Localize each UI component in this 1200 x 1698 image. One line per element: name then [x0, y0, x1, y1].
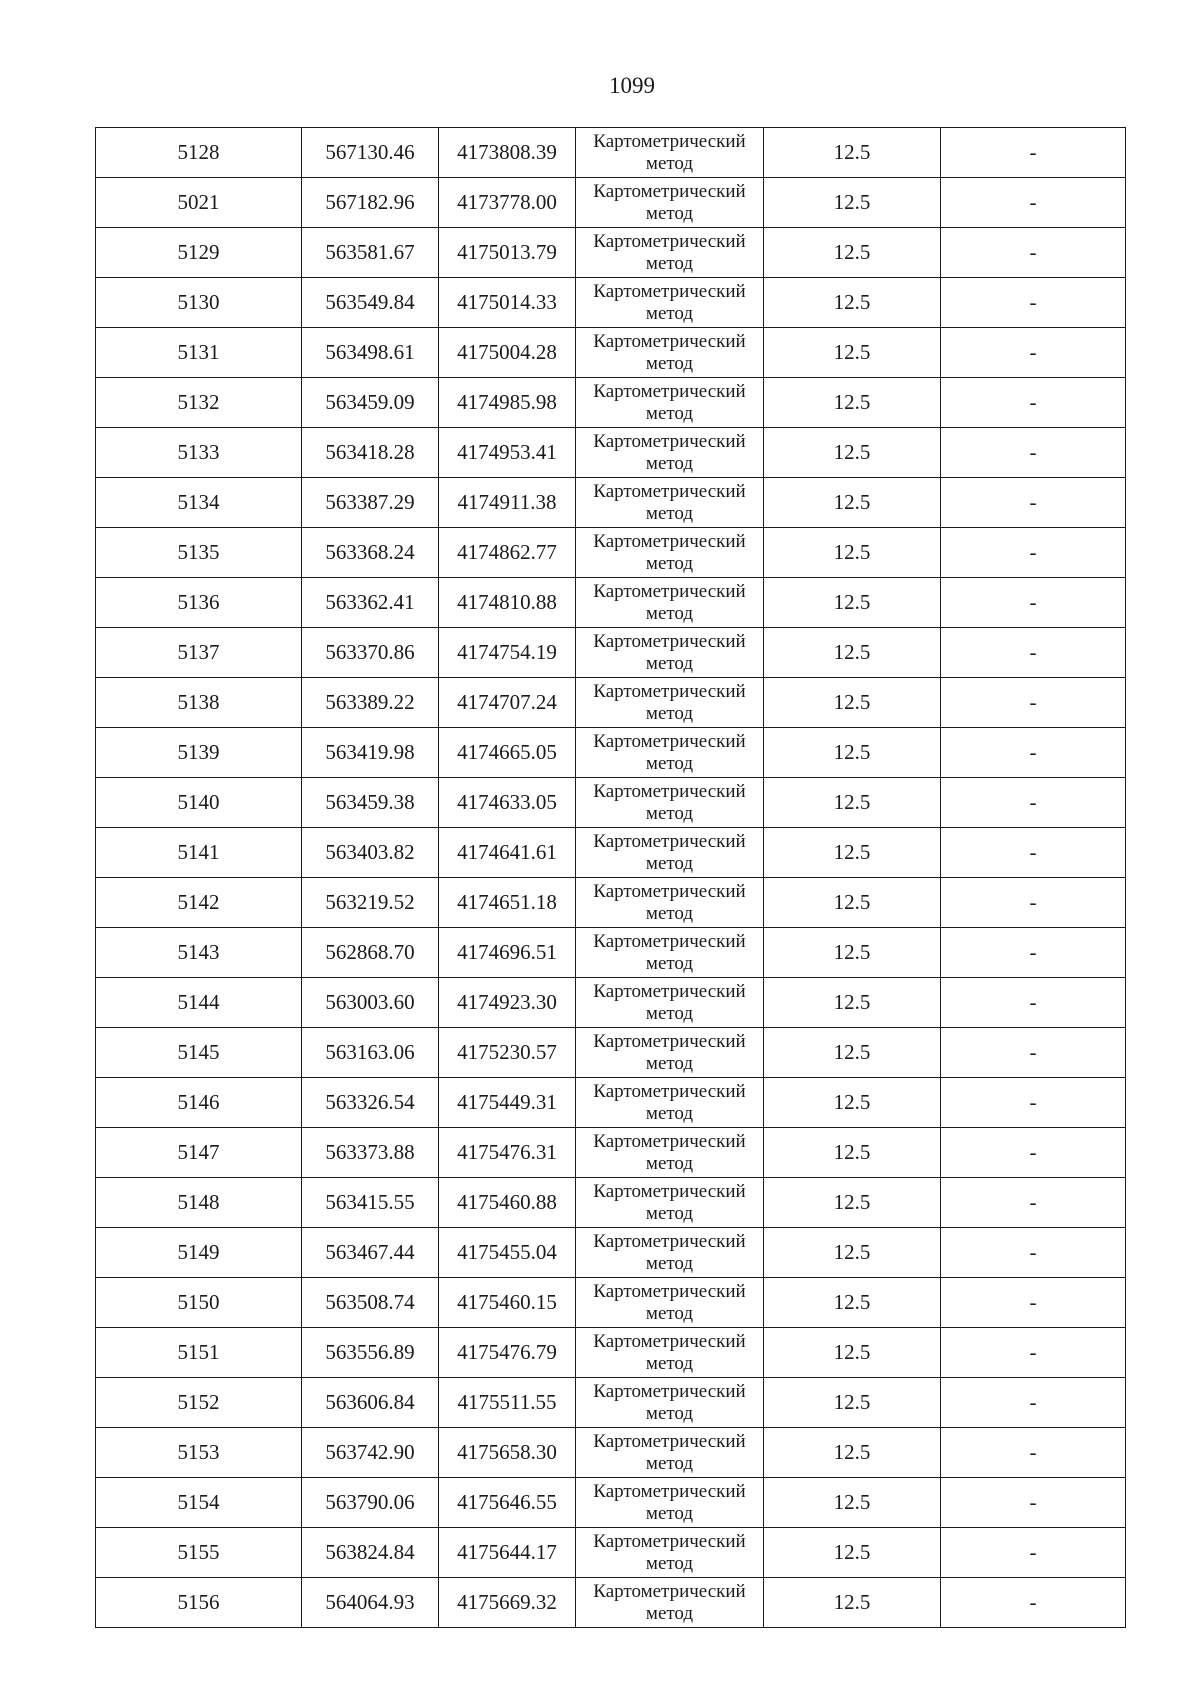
accuracy-cell: 12.5: [764, 428, 941, 478]
coord-x-cell: 563219.52: [302, 878, 439, 928]
accuracy-cell: 12.5: [764, 928, 941, 978]
coord-y-cell: 4175511.55: [439, 1378, 576, 1428]
method-cell: [576, 428, 764, 478]
point-id-cell: 5129: [96, 228, 302, 278]
description-cell: -: [941, 378, 1126, 428]
table-row: [96, 1028, 1126, 1078]
method-cell: [576, 228, 764, 278]
point-id-cell: 5132: [96, 378, 302, 428]
method-cell: [576, 578, 764, 628]
coord-x-cell: 563459.38: [302, 778, 439, 828]
method-line-1: Картометрический: [593, 280, 746, 302]
coord-y-cell: 4173808.39: [439, 128, 576, 178]
description-cell: -: [941, 928, 1126, 978]
table-row: [96, 1178, 1126, 1228]
method-line-2: метод: [645, 902, 694, 924]
description-cell: -: [941, 978, 1126, 1028]
coord-x-cell: 564064.93: [302, 1578, 439, 1628]
point-id-cell: 5142: [96, 878, 302, 928]
coord-y-cell: 4175476.79: [439, 1328, 576, 1378]
table-row: [96, 1478, 1126, 1528]
method-line-1: Картометрический: [593, 230, 746, 252]
coord-y-cell: 4173778.00: [439, 178, 576, 228]
coord-y-cell: 4175004.28: [439, 328, 576, 378]
table-row: [96, 628, 1126, 678]
method-line-1: Картометрический: [593, 1480, 746, 1502]
coord-y-cell: 4175646.55: [439, 1478, 576, 1528]
point-id-cell: 5156: [96, 1578, 302, 1628]
coord-y-cell: 4174923.30: [439, 978, 576, 1028]
method-line-2: метод: [645, 1602, 694, 1624]
table-row: [96, 928, 1126, 978]
table-row: [96, 578, 1126, 628]
method-line-1: Картометрический: [593, 430, 746, 452]
description-cell: -: [941, 478, 1126, 528]
description-cell: -: [941, 128, 1126, 178]
coord-x-cell: 563581.67: [302, 228, 439, 278]
point-id-cell: 5144: [96, 978, 302, 1028]
method-cell: [576, 1428, 764, 1478]
accuracy-cell: 12.5: [764, 578, 941, 628]
point-id-cell: 5148: [96, 1178, 302, 1228]
coord-x-cell: 563606.84: [302, 1378, 439, 1428]
method-line-1: Картометрический: [593, 180, 746, 202]
point-id-cell: 5153: [96, 1428, 302, 1478]
coord-x-cell: 563549.84: [302, 278, 439, 328]
method-line-1: Картометрический: [593, 1280, 746, 1302]
point-id-cell: 5135: [96, 528, 302, 578]
method-line-2: метод: [645, 1452, 694, 1474]
coord-x-cell: 563419.98: [302, 728, 439, 778]
coord-x-cell: 563498.61: [302, 328, 439, 378]
method-line-2: метод: [645, 452, 694, 474]
table-row: [96, 328, 1126, 378]
method-line-1: Картометрический: [593, 780, 746, 802]
table-row: [96, 378, 1126, 428]
accuracy-cell: 12.5: [764, 978, 941, 1028]
description-cell: -: [941, 1178, 1126, 1228]
coord-x-cell: 563362.41: [302, 578, 439, 628]
description-cell: -: [941, 578, 1126, 628]
method-line-2: метод: [645, 552, 694, 574]
method-cell: [576, 378, 764, 428]
method-line-1: Картометрический: [593, 580, 746, 602]
description-cell: -: [941, 228, 1126, 278]
table-row: [96, 128, 1126, 178]
method-cell: [576, 928, 764, 978]
method-cell: [576, 1478, 764, 1528]
coordinates-table-body: [96, 128, 1126, 1628]
point-id-cell: 5149: [96, 1228, 302, 1278]
coord-y-cell: 4174953.41: [439, 428, 576, 478]
coord-x-cell: 563387.29: [302, 478, 439, 528]
coord-x-cell: 563368.24: [302, 528, 439, 578]
accuracy-cell: 12.5: [764, 828, 941, 878]
accuracy-cell: 12.5: [764, 378, 941, 428]
method-line-1: Картометрический: [593, 730, 746, 752]
method-cell: [576, 1128, 764, 1178]
method-line-2: метод: [645, 1502, 694, 1524]
coord-x-cell: 567130.46: [302, 128, 439, 178]
method-cell: [576, 478, 764, 528]
method-line-1: Картометрический: [593, 330, 746, 352]
accuracy-cell: 12.5: [764, 1328, 941, 1378]
description-cell: -: [941, 1478, 1126, 1528]
description-cell: -: [941, 1578, 1126, 1628]
accuracy-cell: 12.5: [764, 1028, 941, 1078]
accuracy-cell: 12.5: [764, 1228, 941, 1278]
accuracy-cell: 12.5: [764, 1128, 941, 1178]
accuracy-cell: 12.5: [764, 478, 941, 528]
method-line-2: метод: [645, 1302, 694, 1324]
accuracy-cell: 12.5: [764, 728, 941, 778]
method-cell: [576, 1278, 764, 1328]
method-line-2: метод: [645, 802, 694, 824]
point-id-cell: 5137: [96, 628, 302, 678]
coord-x-cell: 563415.55: [302, 1178, 439, 1228]
coord-y-cell: 4175460.15: [439, 1278, 576, 1328]
accuracy-cell: 12.5: [764, 128, 941, 178]
coord-y-cell: 4175014.33: [439, 278, 576, 328]
coord-x-cell: 563003.60: [302, 978, 439, 1028]
description-cell: -: [941, 1428, 1126, 1478]
accuracy-cell: 12.5: [764, 528, 941, 578]
table-row: [96, 978, 1126, 1028]
point-id-cell: 5151: [96, 1328, 302, 1378]
method-cell: [576, 828, 764, 878]
method-line-1: Картометрический: [593, 630, 746, 652]
description-cell: -: [941, 878, 1126, 928]
coord-y-cell: 4174696.51: [439, 928, 576, 978]
method-line-1: Картометрический: [593, 130, 746, 152]
coord-y-cell: 4174810.88: [439, 578, 576, 628]
description-cell: -: [941, 1078, 1126, 1128]
accuracy-cell: 12.5: [764, 278, 941, 328]
description-cell: -: [941, 728, 1126, 778]
method-line-1: Картометрический: [593, 1130, 746, 1152]
method-cell: [576, 978, 764, 1028]
point-id-cell: 5139: [96, 728, 302, 778]
accuracy-cell: 12.5: [764, 228, 941, 278]
coord-x-cell: 563389.22: [302, 678, 439, 728]
description-cell: -: [941, 328, 1126, 378]
description-cell: -: [941, 428, 1126, 478]
method-line-2: метод: [645, 1352, 694, 1374]
accuracy-cell: 12.5: [764, 1528, 941, 1578]
point-id-cell: 5152: [96, 1378, 302, 1428]
method-line-1: Картометрический: [593, 480, 746, 502]
coord-y-cell: 4175230.57: [439, 1028, 576, 1078]
description-cell: -: [941, 828, 1126, 878]
coord-x-cell: 563370.86: [302, 628, 439, 678]
coord-y-cell: 4175460.88: [439, 1178, 576, 1228]
description-cell: -: [941, 1328, 1126, 1378]
method-line-1: Картометрический: [593, 1230, 746, 1252]
point-id-cell: 5141: [96, 828, 302, 878]
table-row: [96, 1278, 1126, 1328]
coord-y-cell: 4174985.98: [439, 378, 576, 428]
method-line-2: метод: [645, 1002, 694, 1024]
method-line-2: метод: [645, 1102, 694, 1124]
coord-x-cell: 563790.06: [302, 1478, 439, 1528]
point-id-cell: 5146: [96, 1078, 302, 1128]
table-row: [96, 1078, 1126, 1128]
point-id-cell: 5128: [96, 128, 302, 178]
method-cell: [576, 1378, 764, 1428]
table-row: [96, 678, 1126, 728]
accuracy-cell: 12.5: [764, 1478, 941, 1528]
coord-x-cell: 563467.44: [302, 1228, 439, 1278]
method-cell: [576, 728, 764, 778]
method-line-1: Картометрический: [593, 1180, 746, 1202]
accuracy-cell: 12.5: [764, 178, 941, 228]
coord-x-cell: 563556.89: [302, 1328, 439, 1378]
accuracy-cell: 12.5: [764, 878, 941, 928]
method-cell: [576, 1228, 764, 1278]
method-line-2: метод: [645, 652, 694, 674]
point-id-cell: 5154: [96, 1478, 302, 1528]
coord-y-cell: 4175449.31: [439, 1078, 576, 1128]
point-id-cell: 5136: [96, 578, 302, 628]
coord-x-cell: 563418.28: [302, 428, 439, 478]
point-id-cell: 5130: [96, 278, 302, 328]
point-id-cell: 5150: [96, 1278, 302, 1328]
method-line-2: метод: [645, 1052, 694, 1074]
description-cell: -: [941, 1128, 1126, 1178]
table-row: [96, 828, 1126, 878]
coord-x-cell: 562868.70: [302, 928, 439, 978]
description-cell: -: [941, 1378, 1126, 1428]
method-line-2: метод: [645, 602, 694, 624]
point-id-cell: 5138: [96, 678, 302, 728]
method-cell: [576, 628, 764, 678]
method-line-1: Картометрический: [593, 1330, 746, 1352]
coord-y-cell: 4175455.04: [439, 1228, 576, 1278]
coord-y-cell: 4174754.19: [439, 628, 576, 678]
table-row: [96, 778, 1126, 828]
table-row: [96, 1128, 1126, 1178]
description-cell: -: [941, 1028, 1126, 1078]
method-line-2: метод: [645, 852, 694, 874]
method-cell: [576, 278, 764, 328]
coord-y-cell: 4175658.30: [439, 1428, 576, 1478]
method-line-1: Картометрический: [593, 830, 746, 852]
accuracy-cell: 12.5: [764, 1578, 941, 1628]
method-line-2: метод: [645, 152, 694, 174]
description-cell: -: [941, 1228, 1126, 1278]
method-cell: [576, 178, 764, 228]
coord-y-cell: 4174633.05: [439, 778, 576, 828]
accuracy-cell: 12.5: [764, 628, 941, 678]
table-row: [96, 878, 1126, 928]
method-line-1: Картометрический: [593, 1430, 746, 1452]
accuracy-cell: 12.5: [764, 1278, 941, 1328]
coord-x-cell: 563824.84: [302, 1528, 439, 1578]
description-cell: -: [941, 178, 1126, 228]
method-cell: [576, 128, 764, 178]
method-cell: [576, 878, 764, 928]
method-cell: [576, 778, 764, 828]
method-line-1: Картометрический: [593, 380, 746, 402]
method-line-2: метод: [645, 1552, 694, 1574]
method-line-1: Картометрический: [593, 930, 746, 952]
accuracy-cell: 12.5: [764, 1078, 941, 1128]
description-cell: -: [941, 778, 1126, 828]
point-id-cell: 5133: [96, 428, 302, 478]
coord-x-cell: 563373.88: [302, 1128, 439, 1178]
method-line-1: Картометрический: [593, 1530, 746, 1552]
coord-x-cell: 563326.54: [302, 1078, 439, 1128]
coord-y-cell: 4174651.18: [439, 878, 576, 928]
table-row: [96, 1328, 1126, 1378]
method-line-2: метод: [645, 752, 694, 774]
table-row: [96, 1578, 1126, 1628]
table-row: [96, 428, 1126, 478]
coord-x-cell: 563403.82: [302, 828, 439, 878]
method-cell: [576, 1578, 764, 1628]
table-row: [96, 1428, 1126, 1478]
method-cell: [576, 328, 764, 378]
point-id-cell: 5140: [96, 778, 302, 828]
accuracy-cell: 12.5: [764, 328, 941, 378]
method-line-2: метод: [645, 302, 694, 324]
accuracy-cell: 12.5: [764, 1428, 941, 1478]
method-line-1: Картометрический: [593, 980, 746, 1002]
method-line-1: Картометрический: [593, 1580, 746, 1602]
method-line-1: Картометрический: [593, 1380, 746, 1402]
method-line-1: Картометрический: [593, 1030, 746, 1052]
method-cell: [576, 1178, 764, 1228]
description-cell: -: [941, 1278, 1126, 1328]
table-row: [96, 478, 1126, 528]
method-line-2: метод: [645, 402, 694, 424]
method-line-1: Картометрический: [593, 880, 746, 902]
page-number: 1099: [609, 73, 655, 98]
method-cell: [576, 528, 764, 578]
table-row: [96, 178, 1126, 228]
method-line-2: метод: [645, 1152, 694, 1174]
method-line-2: метод: [645, 502, 694, 524]
table-row: [96, 1378, 1126, 1428]
coord-y-cell: 4175669.32: [439, 1578, 576, 1628]
description-cell: -: [941, 678, 1126, 728]
method-line-2: метод: [645, 952, 694, 974]
method-line-2: метод: [645, 1202, 694, 1224]
coord-x-cell: 563742.90: [302, 1428, 439, 1478]
point-id-cell: 5147: [96, 1128, 302, 1178]
method-cell: [576, 1078, 764, 1128]
point-id-cell: 5131: [96, 328, 302, 378]
table-row: [96, 1228, 1126, 1278]
method-line-1: Картометрический: [593, 530, 746, 552]
coord-y-cell: 4174665.05: [439, 728, 576, 778]
point-id-cell: 5134: [96, 478, 302, 528]
method-line-2: метод: [645, 1402, 694, 1424]
method-line-2: метод: [645, 252, 694, 274]
coordinates-table: [95, 127, 1126, 1628]
accuracy-cell: 12.5: [764, 778, 941, 828]
table-row: [96, 278, 1126, 328]
point-id-cell: 5145: [96, 1028, 302, 1078]
method-cell: [576, 1028, 764, 1078]
coord-y-cell: 4175644.17: [439, 1528, 576, 1578]
point-id-cell: 5155: [96, 1528, 302, 1578]
coord-x-cell: 563163.06: [302, 1028, 439, 1078]
table-row: [96, 528, 1126, 578]
method-line-2: метод: [645, 702, 694, 724]
coord-x-cell: 563459.09: [302, 378, 439, 428]
coord-y-cell: 4174641.61: [439, 828, 576, 878]
point-id-cell: 5143: [96, 928, 302, 978]
coord-y-cell: 4174911.38: [439, 478, 576, 528]
coord-y-cell: 4175476.31: [439, 1128, 576, 1178]
method-line-1: Картометрический: [593, 1080, 746, 1102]
description-cell: -: [941, 628, 1126, 678]
method-line-2: метод: [645, 352, 694, 374]
description-cell: -: [941, 1528, 1126, 1578]
accuracy-cell: 12.5: [764, 1378, 941, 1428]
description-cell: -: [941, 278, 1126, 328]
coord-y-cell: 4174707.24: [439, 678, 576, 728]
method-line-1: Картометрический: [593, 680, 746, 702]
method-line-2: метод: [645, 1252, 694, 1274]
method-cell: [576, 1328, 764, 1378]
method-cell: [576, 1528, 764, 1578]
coord-y-cell: 4174862.77: [439, 528, 576, 578]
table-row: [96, 728, 1126, 778]
table-row: [96, 1528, 1126, 1578]
coord-x-cell: 563508.74: [302, 1278, 439, 1328]
accuracy-cell: 12.5: [764, 1178, 941, 1228]
accuracy-cell: 12.5: [764, 678, 941, 728]
coord-y-cell: 4175013.79: [439, 228, 576, 278]
coord-x-cell: 567182.96: [302, 178, 439, 228]
point-id-cell: 5021: [96, 178, 302, 228]
method-line-2: метод: [645, 202, 694, 224]
table-row: [96, 228, 1126, 278]
description-cell: -: [941, 528, 1126, 578]
method-cell: [576, 678, 764, 728]
